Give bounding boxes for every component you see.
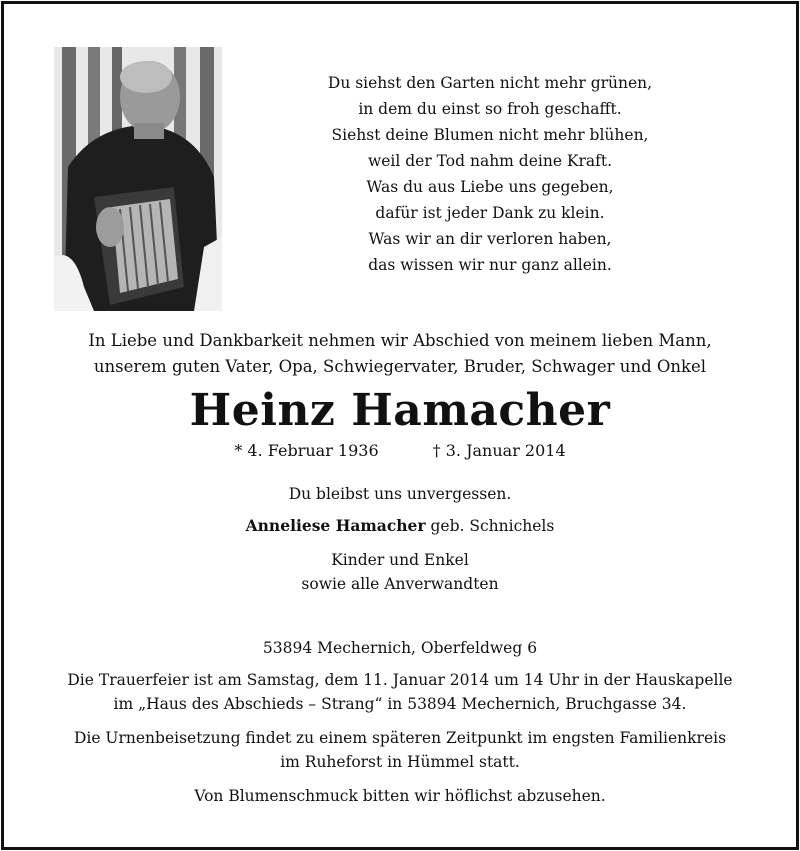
poem-line: in dem du einst so froh geschafft.	[358, 100, 622, 118]
flowers-note: Von Blumenschmuck bitten wir höflichst abzusehen.	[194, 787, 606, 805]
poem-line: Siehst deine Blumen nicht mehr blühen,	[331, 126, 649, 144]
deceased-name: Heinz Hamacher	[189, 385, 611, 436]
farewell-intro	[40, 328, 760, 380]
poem	[300, 70, 680, 278]
funeral-service	[0, 668, 800, 716]
service-line: Die Trauerfeier ist am Samstag, dem 11. Januar 2014 um 14 Uhr in der Hauskapelle	[67, 671, 733, 689]
family-line: sowie alle Anverwandten	[301, 575, 499, 593]
mourner-maiden-name: geb. Schnichels	[425, 517, 555, 535]
poem-line: dafür ist jeder Dank zu klein.	[375, 204, 605, 222]
poem-line: Du siehst den Garten nicht mehr grünen,	[327, 74, 653, 92]
burial-line: Die Urnenbeisetzung findet zu einem späteren Zeitpunkt im engsten Familienkreis	[73, 729, 727, 747]
service-line: im „Haus des Abschieds – Strang“ in 53894 Mechernich, Bruchgasse 34.	[113, 695, 687, 713]
poem-line: weil der Tod nahm deine Kraft.	[367, 152, 613, 170]
life-dates	[0, 440, 800, 462]
death-date: † 3. Januar 2014	[432, 441, 566, 460]
mourner	[0, 514, 800, 538]
family-lines	[0, 548, 800, 596]
portrait-photo	[54, 47, 222, 311]
poem-line: das wissen wir nur ganz allein.	[368, 256, 612, 274]
remembrance-line: Du bleibst uns unvergessen.	[288, 485, 512, 503]
intro-line: unserem guten Vater, Opa, Schwiegervater, Bruder, Schwager und Onkel	[93, 357, 707, 376]
poem-line: Was wir an dir verloren haben,	[368, 230, 612, 248]
intro-line: In Liebe und Dankbarkeit nehmen wir Abschied von meinem lieben Mann,	[88, 331, 712, 350]
birth-date: * 4. Februar 1936	[234, 441, 379, 460]
burial-line: im Ruheforst in Hümmel statt.	[280, 753, 520, 771]
family-line: Kinder und Enkel	[331, 551, 469, 569]
mourner-name: Anneliese Hamacher	[245, 516, 426, 535]
poem-line: Was du aus Liebe uns gegeben,	[366, 178, 614, 196]
urn-burial	[0, 726, 800, 774]
address: 53894 Mechernich, Oberfeldweg 6	[262, 639, 538, 657]
